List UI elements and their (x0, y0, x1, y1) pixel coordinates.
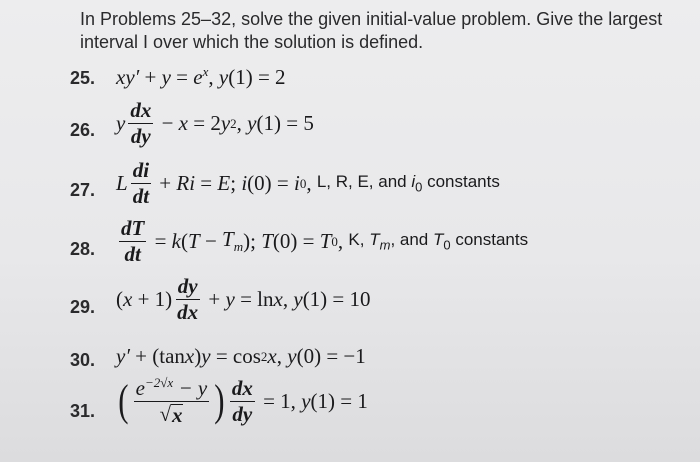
problem-28-equation: $\frac{dT}{dt}$ = k ( T − $T_m$ ); T (0) = T 0 , K, $T_m$, and $T_0$ constants (121, 216, 529, 266)
problem-number-31: 31. (70, 401, 96, 421)
problem-31-equation: ( $e^{-2√x} - y$ √ x ) $\frac{dx}{dy}$ = 1, y (1) = 1 (118, 375, 368, 427)
problem-number-30: 30. (70, 350, 96, 370)
problem-instructions: In Problems 25–32, solve the given initial-value problem. Give the largest interval I over which the solution is defined. (80, 9, 663, 52)
problem-number-27: 27. (70, 180, 96, 200)
problem-number-25: 25. (70, 68, 96, 88)
problem-27-equation: L $\frac{di}{dt}$ + Ri = E ; i (0) = i 0 , L, R, E, and $i_0$ constants (116, 158, 500, 208)
problem-number-26: 26. (70, 120, 96, 140)
problem-30-equation: y′ + (tan x ) y = cos 2 x , y (0) = −1 (116, 344, 366, 368)
problem-26-equation: y $\frac{dx}{dy}$ − x = 2 y 2 , y (1) = 5 (116, 98, 314, 148)
problem-29-equation: ( x + 1) $\frac{dy}{dx}$ + y = ln x , y (1) = 10 (116, 274, 371, 324)
problem-number-28: 28. (70, 239, 96, 259)
problem-25-equation: xy′ + y = $e^x$ , y (1) = 2 (116, 64, 286, 89)
problem-number-29: 29. (70, 297, 96, 317)
